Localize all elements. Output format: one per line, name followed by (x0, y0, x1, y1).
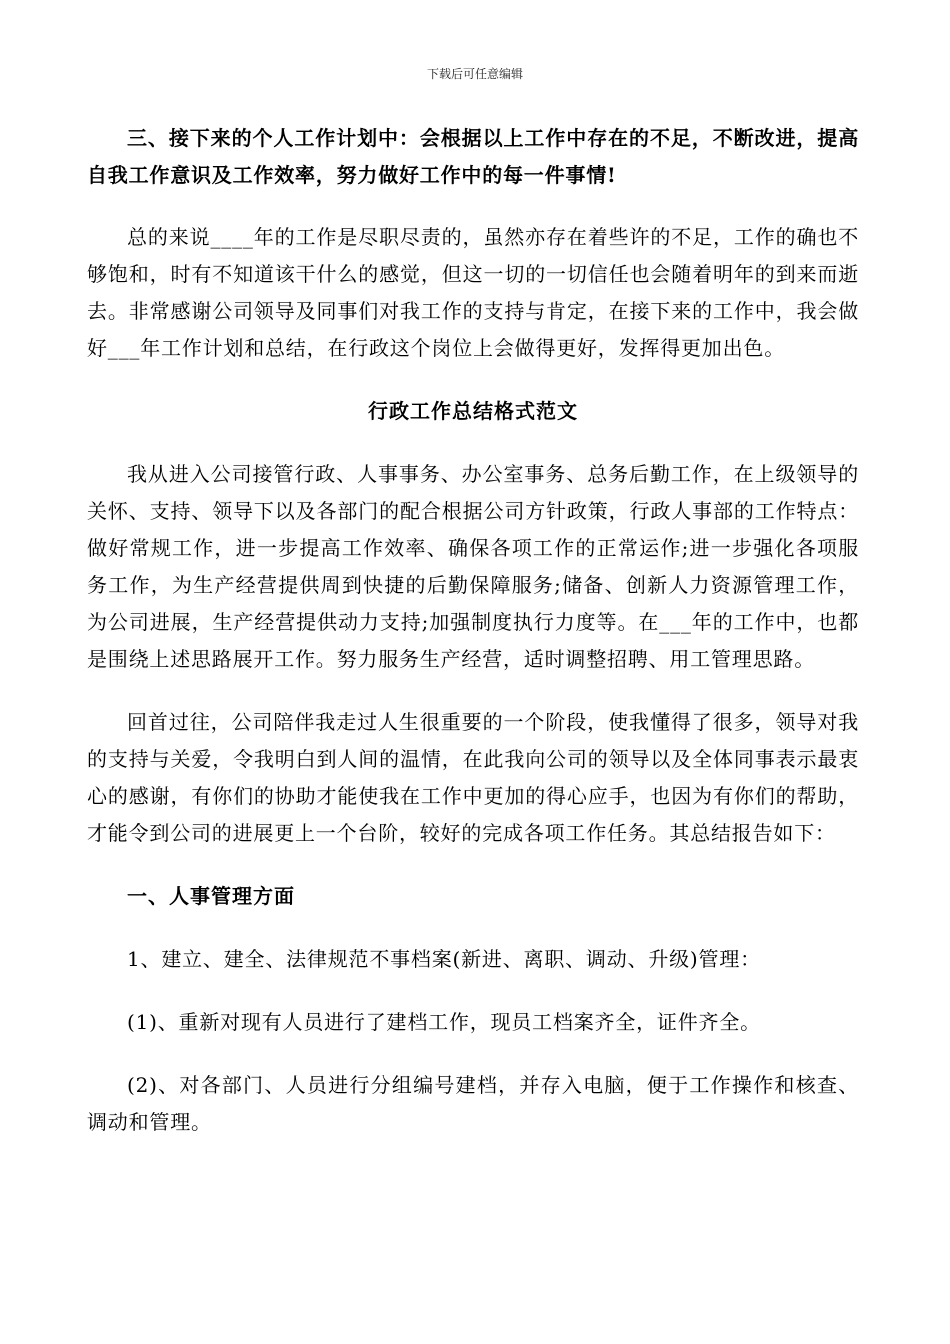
summary-paragraph: 总的来说____年的工作是尽职尽责的，虽然亦存在着些许的不足，工作的确也不够饱和，时有不知道该干什么的感觉，但这一切的一切信任也会随着明年的到来而逝去。非常感谢公司领导及同事们对我工作的支持与肯定，在接下来的工作中，我会做好___年工作计划和总结，在行政这个岗位上会做得更好，发挥得更加出色。 (87, 225, 859, 360)
paragraph-spacer (87, 1041, 859, 1067)
paragraph-spacer (87, 367, 859, 393)
paragraph-spacer (87, 678, 859, 704)
page-header: 下载后可任意编辑 (426, 67, 523, 81)
document-body (87, 120, 859, 1141)
list-item-archive-management: 1、建立、建全、法律规范不事档案(新进、离职、调动、升级)管理： (127, 947, 761, 971)
gratitude-paragraph: 回首过往，公司陪伴我走过人生很重要的一个阶段，使我懂得了很多，领导对我的支持与关爱，令我明白到人间的温情，在此我向公司的领导以及全体同事表示最衷心的感谢，有你们的协助才能使我在工作中更加的得心应手，也因为有你们的帮助，才能令到公司的进展更上一个台阶，较好的完成各项工作任务。其总结报告如下： (87, 710, 859, 845)
paragraph-spacer (87, 915, 859, 941)
paragraph-spacer (87, 194, 859, 219)
paragraph-spacer (87, 852, 859, 878)
paragraph-spacer (87, 978, 859, 1004)
work-plan-paragraph: 三、接下来的个人工作计划中：会根据以上工作中存在的不足，不断改进，提高自我工作意识及工作效率，努力做好工作中的每一件事情! (87, 126, 859, 187)
list-item-archive-rebuild: (1)、重新对现有人员进行了建档工作，现员工档案齐全，证件齐全。 (127, 1010, 761, 1034)
intro-paragraph: 我从进入公司接管行政、人事事务、办公室事务、总务后勤工作，在上级领导的关怀、支持、领导下以及各部门的配合根据公司方针政策，行政人事部的工作特点：做好常规工作，进一步提高工作效率、确保各项工作的正常运作;进一步强化各项服务工作，为生产经营提供周到快捷的后勤保障服务;储备、创新人力资源管理工作，为公司进展，生产经营提供动力支持;加强制度执行力度等。在___年的工作中，也都是围绕上述思路展开工作。努力服务生产经营，适时调整招聘、用工管理思路。 (87, 462, 859, 671)
paragraph-spacer (87, 430, 859, 456)
list-item-archive-grouping: (2)、对各部门、人员进行分组编号建档，并存入电脑，便于工作操作和核查、调动和管理。 (87, 1073, 859, 1134)
section-heading-personnel: 一、人事管理方面 (127, 884, 295, 908)
document-title: 行政工作总结格式范文 (368, 399, 578, 423)
